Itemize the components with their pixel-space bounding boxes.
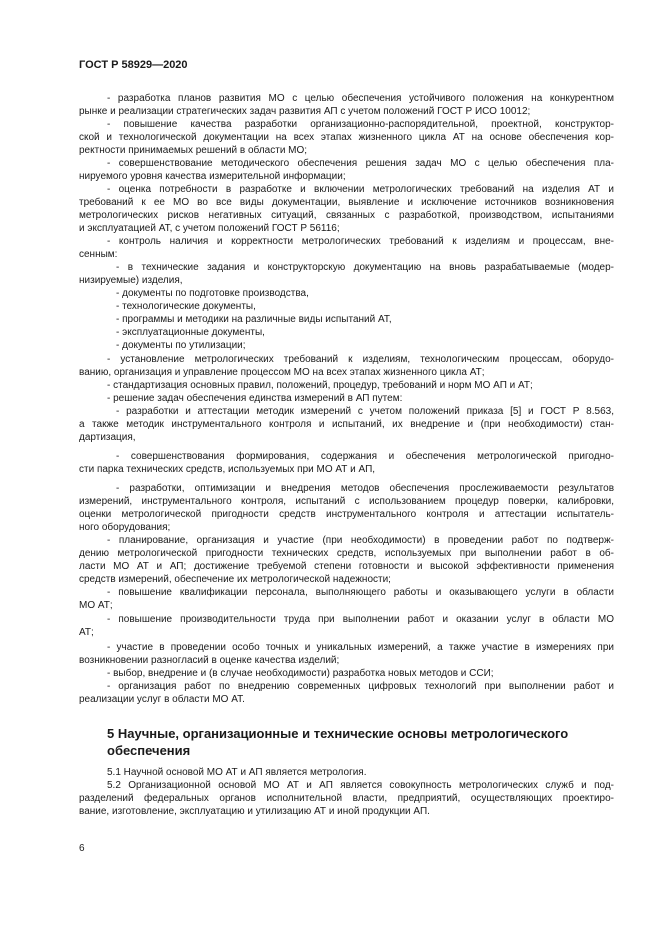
text-line: - участие в проведении особо точных и уникальных измерений, а также участие в измерениях при (107, 642, 614, 653)
text-line: ректности принимаемых решений в области МО; (79, 145, 308, 156)
text-line: разделений федеральных органов исполнительной власти, предприятий, осуществляющих проектиро- (79, 793, 614, 804)
text-line: низируемые) изделия, (79, 275, 183, 286)
text-line: сти парка технических средств, используемых при МО АТ и АП, (79, 464, 376, 475)
text-line: возникновении разногласий в оценке качества изделий; (79, 655, 340, 666)
text-line: - контроль наличия и корректности метрологических требований к изделиям и процессам, вне- (107, 236, 614, 247)
text-line: ской и технологической документации на всех этапах жизненного цикла АТ на основе обеспечения кор- (79, 132, 614, 143)
section-heading-line: 5 Научные, организационные и технические основы метрологического (107, 726, 569, 741)
text-line: ласти МО АТ и АП; достижение требуемой степени готовности и высокой эффективности применения (79, 561, 614, 572)
text-line: измерений, инструментального контроля, испытаний с использованием процедур поверки, калибровки, (79, 496, 614, 507)
standard-header: ГОСТ Р 58929—2020 (79, 59, 188, 71)
text-line: - разработки, оптимизации и внедрения методов обеспечения прослеживаемости результатов (116, 483, 614, 494)
text-line: МО АТ; (79, 600, 113, 611)
text-line: метрологических рисков негативных ситуаций, связанных с разработкой, производством, испытаниями (79, 210, 614, 221)
text-line: рынке и реализации стратегических задач развития АП с учетом положений ГОСТ Р ИСО 10012; (79, 106, 531, 117)
text-line: вание, изготовление, эксплуатацию и утилизацию АТ и иной продукции АП. (79, 806, 430, 817)
text-line: - стандартизация основных правил, положений, процедур, требований и норм МО АП и АТ; (107, 380, 533, 391)
text-line: - программы и методики на различные виды испытаний АТ, (116, 314, 392, 325)
text-line: - выбор, внедрение и (в случае необходимости) разработка новых методов и ССИ; (107, 668, 494, 679)
text-line: - технологические документы, (116, 301, 256, 312)
page-number: 6 (79, 843, 85, 854)
text-line: - оценка потребности в разработке и включении метрологических требований на изделия АТ и (107, 184, 614, 195)
text-line: - разработка планов развития МО с целью обеспечения устойчивого положения на конкурентном (107, 93, 614, 104)
text-line: ванию, организация и управление процессом МО на всех этапах жизненного цикла АТ; (79, 367, 485, 378)
text-line: - эксплуатационные документы, (116, 327, 265, 338)
text-line: нируемого уровня качества измерительной информации; (79, 171, 346, 182)
text-line: АТ; (79, 627, 94, 638)
text-line: а также методик инструментального контроля и испытаний, их внедрение и (при необходимости) стан- (79, 419, 614, 430)
text-line: - планирование, организация и участие (при необходимости) в проведении работ по подтверж- (107, 535, 614, 546)
text-line: 5.1 Научной основой МО АТ и АП является метрология. (107, 767, 367, 778)
text-line: ного оборудования; (79, 522, 171, 533)
text-line: реализации услуг в области МО АТ. (79, 694, 245, 705)
text-line: - установление метрологических требований к изделиям, технологическим процессам, оборудо- (107, 354, 614, 365)
text-line: оценки метрологической пригодности средств инструментального контроля и аттестации испытатель- (79, 509, 614, 520)
text-line: - документы по подготовке производства, (116, 288, 309, 299)
text-line: - повышение качества разработки организационно-распорядительной, проектной, конструктор- (107, 119, 614, 130)
text-line: - документы по утилизации; (116, 340, 246, 351)
section-heading-line: обеспечения (107, 743, 191, 758)
text-line: - организация работ по внедрению современных цифровых технологий при выполнении работ и (107, 681, 614, 692)
text-line: средств измерений, обеспечение их метрологической надежности; (79, 574, 391, 585)
text-line: - совершенствования формирования, содержания и обеспечения метрологической пригодно- (116, 451, 614, 462)
text-line: - в технические задания и конструкторскую документацию на вновь разрабатываемые (модер- (116, 262, 614, 273)
text-line: - совершенствование методического обеспечения решения задач МО с целью обеспечения пла- (107, 158, 614, 169)
text-line: - разработки и аттестации методик измерений с учетом положений приказа [5] и ГОСТ Р 8.563, (116, 406, 614, 417)
text-line: сенным: (79, 249, 118, 260)
text-line: - повышение квалификации персонала, выполняющего работы и оказывающего услуги в области (107, 587, 614, 598)
text-line: и эксплуатацией АТ, с учетом положений ГОСТ Р 56116; (79, 223, 340, 234)
text-line: - повышение производительности труда при выполнении работ и оказании услуг в области МО (107, 614, 614, 625)
text-line: дению метрологической пригодности технических средств, используемых при выполнении работ в об- (79, 548, 614, 559)
text-line: требований к ее МО во все виды документации, выявление и исключение источников возникновения (79, 197, 614, 208)
text-line: 5.2 Организационной основой МО АТ и АП является совокупность метрологических служб и под- (107, 780, 614, 791)
text-line: дартизация, (79, 432, 136, 443)
text-line: - решение задач обеспечения единства измерений в АП путем: (107, 393, 403, 404)
